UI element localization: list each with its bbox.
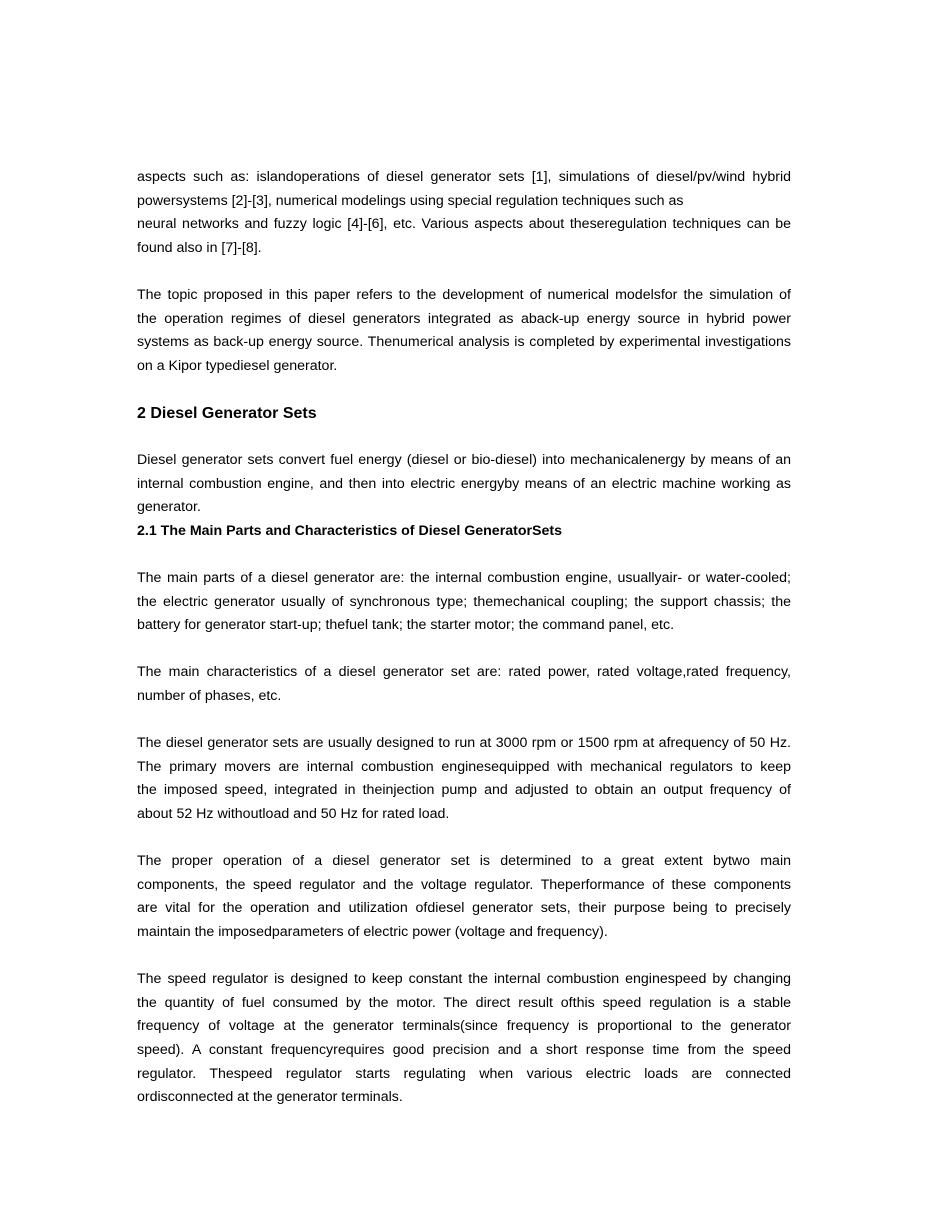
paragraph-intro-aspects bbox=[137, 166, 791, 260]
text-line: Diesel generator sets convert fuel energy (diesel or bio-diesel) into mechanicalenergy by means of an bbox=[137, 452, 791, 469]
text-line: neural networks and fuzzy logic [4]-[6], etc. Various aspects about theseregulation techniques can be bbox=[137, 216, 791, 233]
text-line: components, the speed regulator and the voltage regulator. Theperformance of these components bbox=[137, 876, 791, 893]
text-line: the imposed speed, integrated in theinjection pump and adjusted to obtain an output frequency of bbox=[137, 782, 791, 799]
text-line: The topic proposed in this paper refers to the development of numerical modelsfor the simulation of bbox=[137, 286, 791, 303]
paragraph-spacer bbox=[137, 544, 791, 568]
text-line: systems as back-up energy source. Thenumerical analysis is completed by experimental investigations bbox=[137, 334, 791, 351]
text-line: The diesel generator sets are usually designed to run at 3000 rpm or 1500 rpm at afrequency of 50 Hz. bbox=[137, 735, 791, 752]
text-line: maintain the imposedparameters of electric power (voltage and frequency). bbox=[137, 924, 608, 940]
section-heading-diesel-generator-sets: 2 Diesel Generator Sets bbox=[137, 404, 317, 422]
text-line: ordisconnected at the generator terminals. bbox=[137, 1089, 403, 1106]
text-line: The main characteristics of a diesel generator set are: rated power, rated voltage,rated frequency, bbox=[137, 664, 791, 681]
text-line: about 52 Hz withoutload and 50 Hz for rated load. bbox=[137, 806, 450, 823]
paragraph-spacer bbox=[137, 638, 791, 662]
text-line: speed). A constant frequencyrequires good precision and a short response time from the speed bbox=[137, 1041, 791, 1058]
text-line: frequency of voltage at the generator terminals(since frequency is proportional to the generator bbox=[137, 1018, 791, 1035]
paragraph-proper-operation bbox=[137, 850, 791, 944]
paragraph-spacer bbox=[137, 945, 791, 969]
text-line: regulator. Thespeed regulator starts regulating when various electric loads are connected bbox=[137, 1065, 791, 1082]
text-line: The main parts of a diesel generator are: the internal combustion engine, usuallyair- or water-cooled; bbox=[137, 570, 791, 587]
paragraph-spacer bbox=[137, 709, 791, 733]
paragraph-spacer bbox=[137, 827, 791, 851]
subsection-heading-main-parts: 2.1 The Main Parts and Characteristics of Diesel GeneratorSets bbox=[137, 522, 562, 539]
text-line: the operation regimes of diesel generators integrated as aback-up energy source in hybrid power bbox=[137, 310, 791, 327]
text-line: number of phases, etc. bbox=[137, 688, 282, 705]
paragraph-spacer bbox=[137, 426, 791, 450]
text-line: are vital for the operation and utilization ofdiesel generator sets, their purpose being to precisely bbox=[137, 900, 791, 917]
text-line: aspects such as: islandoperations of diesel generator sets [1], simulations of diesel/pv/wind hybrid bbox=[137, 169, 791, 185]
text-line: found also in [7]-[8]. bbox=[137, 239, 262, 256]
text-line: the electric generator usually of synchronous type; themechanical coupling; the support chassis; the bbox=[137, 593, 791, 610]
paragraph-main-parts bbox=[137, 567, 791, 638]
paragraph-convert-energy bbox=[137, 449, 791, 520]
text-line: the quantity of fuel consumed by the motor. The direct result ofthis speed regulation is a stable bbox=[137, 994, 791, 1011]
text-line: internal combustion engine, and then into electric energyby means of an electric machine working as bbox=[137, 475, 791, 492]
paragraph-rpm-frequency bbox=[137, 732, 791, 826]
paragraph-spacer bbox=[137, 260, 791, 284]
text-line: on a Kipor typediesel generator. bbox=[137, 357, 338, 374]
text-line: powersystems [2]-[3], numerical modelings using special regulation techniques such as bbox=[137, 192, 684, 209]
text-line: generator. bbox=[137, 499, 201, 516]
text-line: battery for generator start-up; thefuel tank; the starter motor; the command panel, etc. bbox=[137, 617, 675, 634]
text-line: The proper operation of a diesel generator set is determined to a great extent bytwo main bbox=[137, 853, 791, 870]
paragraph-main-characteristics bbox=[137, 661, 791, 708]
text-line: The speed regulator is designed to keep constant the internal combustion enginespeed by changing bbox=[137, 971, 791, 988]
document-page bbox=[137, 166, 791, 1110]
paragraph-speed-regulator bbox=[137, 968, 791, 1110]
text-line: The primary movers are internal combustion enginesequipped with mechanical regulators to keep bbox=[137, 758, 791, 775]
paragraph-spacer bbox=[137, 378, 791, 402]
paragraph-topic bbox=[137, 284, 791, 378]
